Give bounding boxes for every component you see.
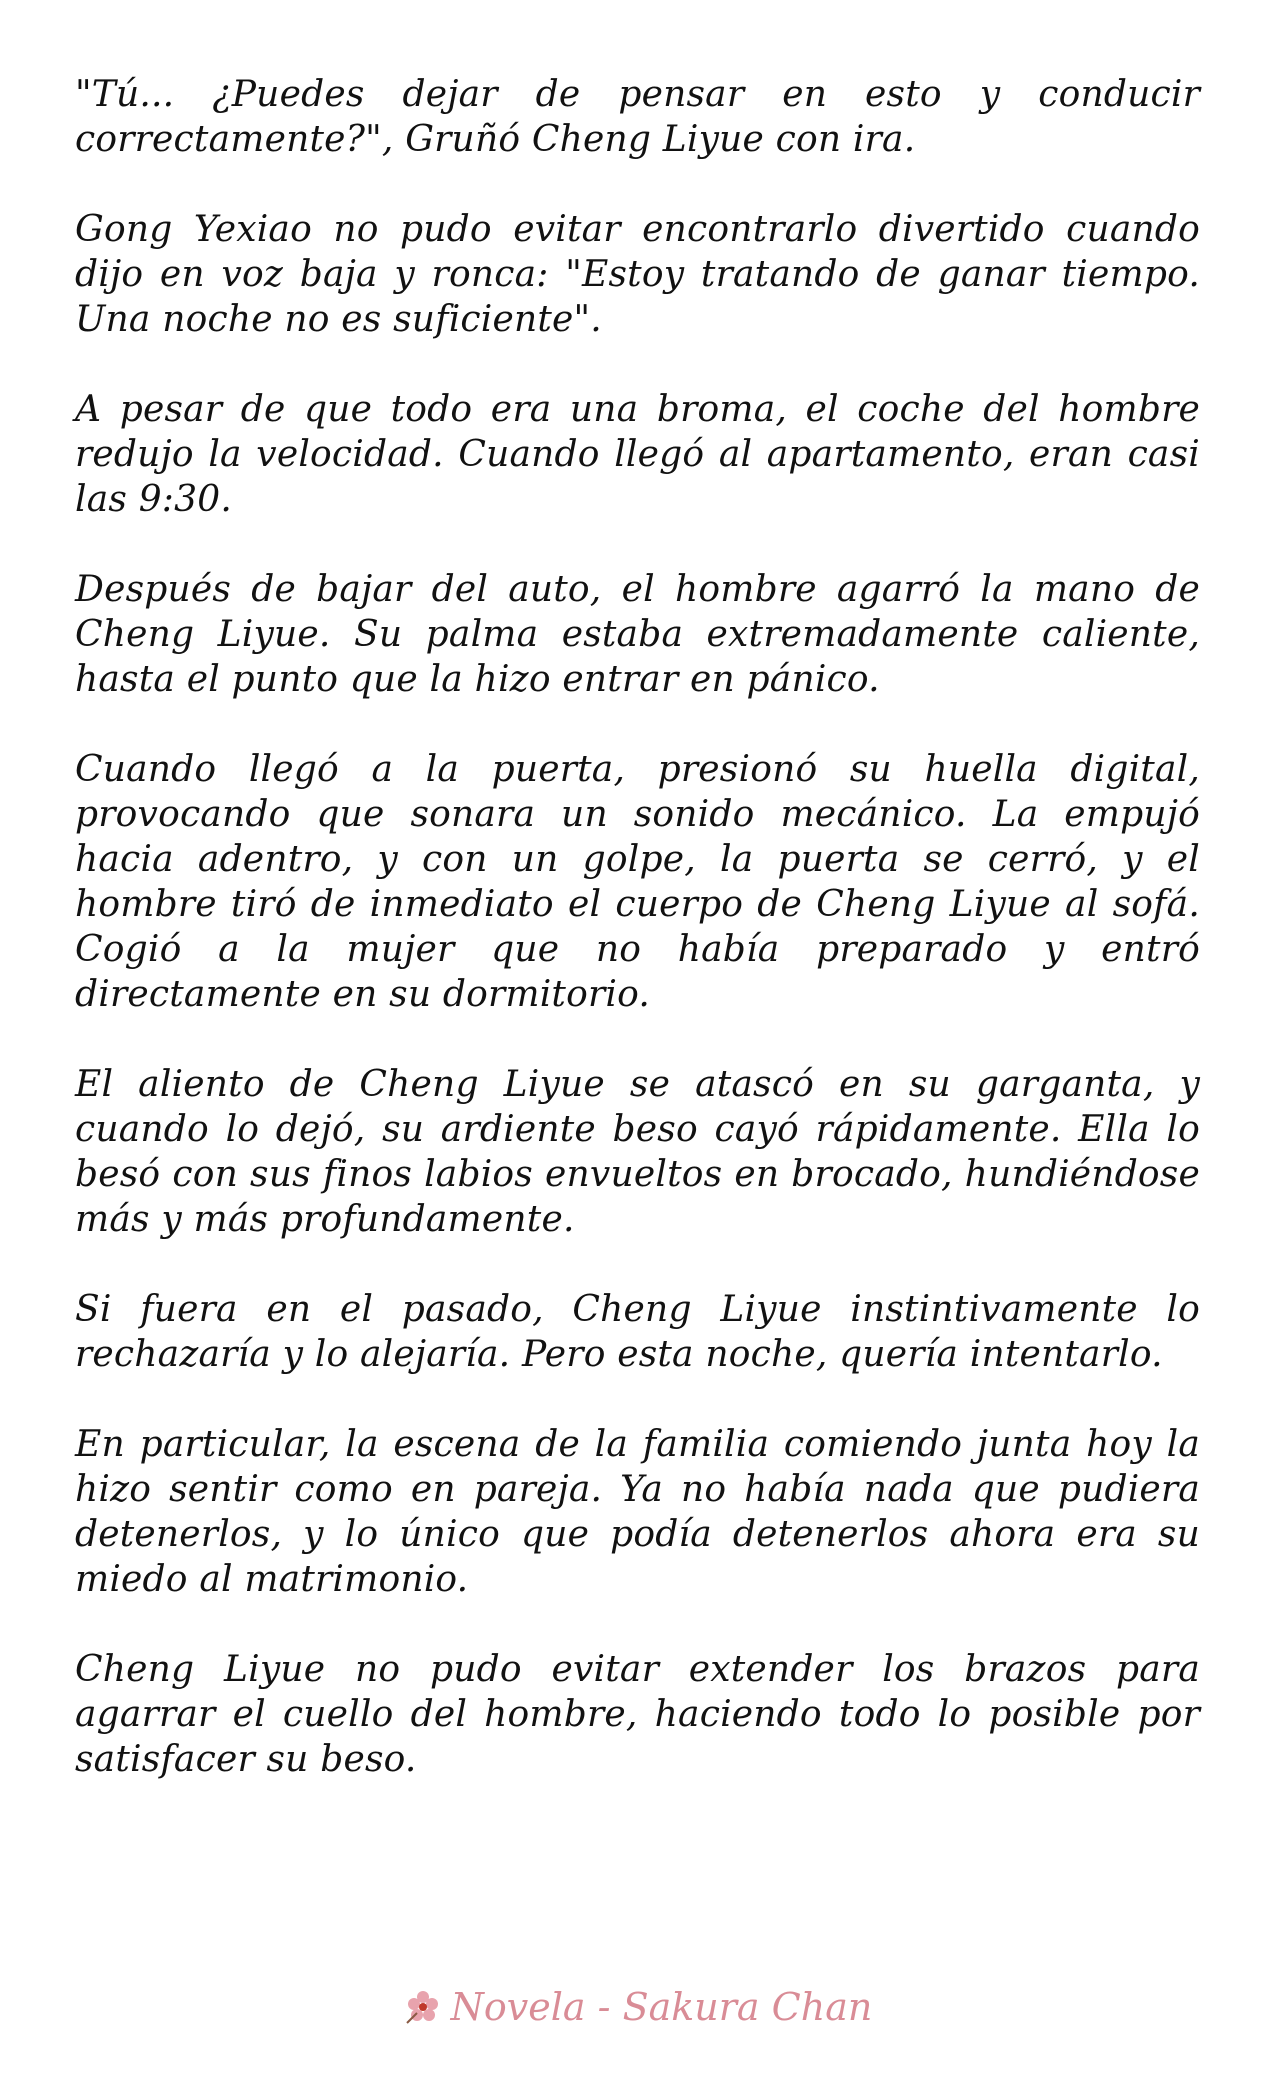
- watermark-text: Novela - Sakura Chan: [450, 1985, 873, 2029]
- paragraph-7: Si fuera en el pasado, Cheng Liyue instintivamente lo rechazaría y lo alejaría. Pero esta noche, quería intentarlo.: [75, 1289, 1200, 1375]
- paragraph-1: "Tú... ¿Puedes dejar de pensar en esto y conducir correctamente?", Gruñó Cheng Liyue con ira.: [75, 74, 1200, 160]
- cherry-blossom-icon: [403, 1987, 443, 2027]
- paragraph-9: Cheng Liyue no pudo evitar extender los brazos para agarrar el cuello del hombre, haciendo todo lo posible por satisfacer su beso.: [75, 1649, 1200, 1780]
- paragraph-8: En particular, la escena de la familia comiendo junta hoy la hizo sentir como en pareja. Ya no había nada que pudiera detenerlos, y lo único que podía detenerlos ahora era su miedo al matrimonio.: [75, 1424, 1200, 1600]
- paragraph-4: Después de bajar del auto, el hombre agarró la mano de Cheng Liyue. Su palma estaba extremadamente caliente, hasta el punto que la hizo entrar en pánico.: [75, 569, 1200, 700]
- paragraph-6: El aliento de Cheng Liyue se atascó en su garganta, y cuando lo dejó, su ardiente beso cayó rápidamente. Ella lo besó con sus finos labios envueltos en brocado, hundiéndose más y más profundamente.: [75, 1064, 1200, 1240]
- watermark: [0, 1985, 1275, 2029]
- paragraph-3: A pesar de que todo era una broma, el coche del hombre redujo la velocidad. Cuando llegó al apartamento, eran casi las 9:30.: [75, 389, 1200, 520]
- paragraph-5: Cuando llegó a la puerta, presionó su huella digital, provocando que sonara un sonido mecánico. La empujó hacia adentro, y con un golpe, la puerta se cerró, y el hombre tiró de inmediato el cuerpo de Cheng Liyue al sofá. Cogió a la mujer que no había preparado y entró directamente en su dormitorio.: [75, 749, 1200, 1015]
- paragraph-2: Gong Yexiao no pudo evitar encontrarlo divertido cuando dijo en voz baja y ronca: "Estoy tratando de ganar tiempo. Una noche no es suficiente".: [75, 209, 1200, 340]
- text-body: [75, 72, 1200, 1827]
